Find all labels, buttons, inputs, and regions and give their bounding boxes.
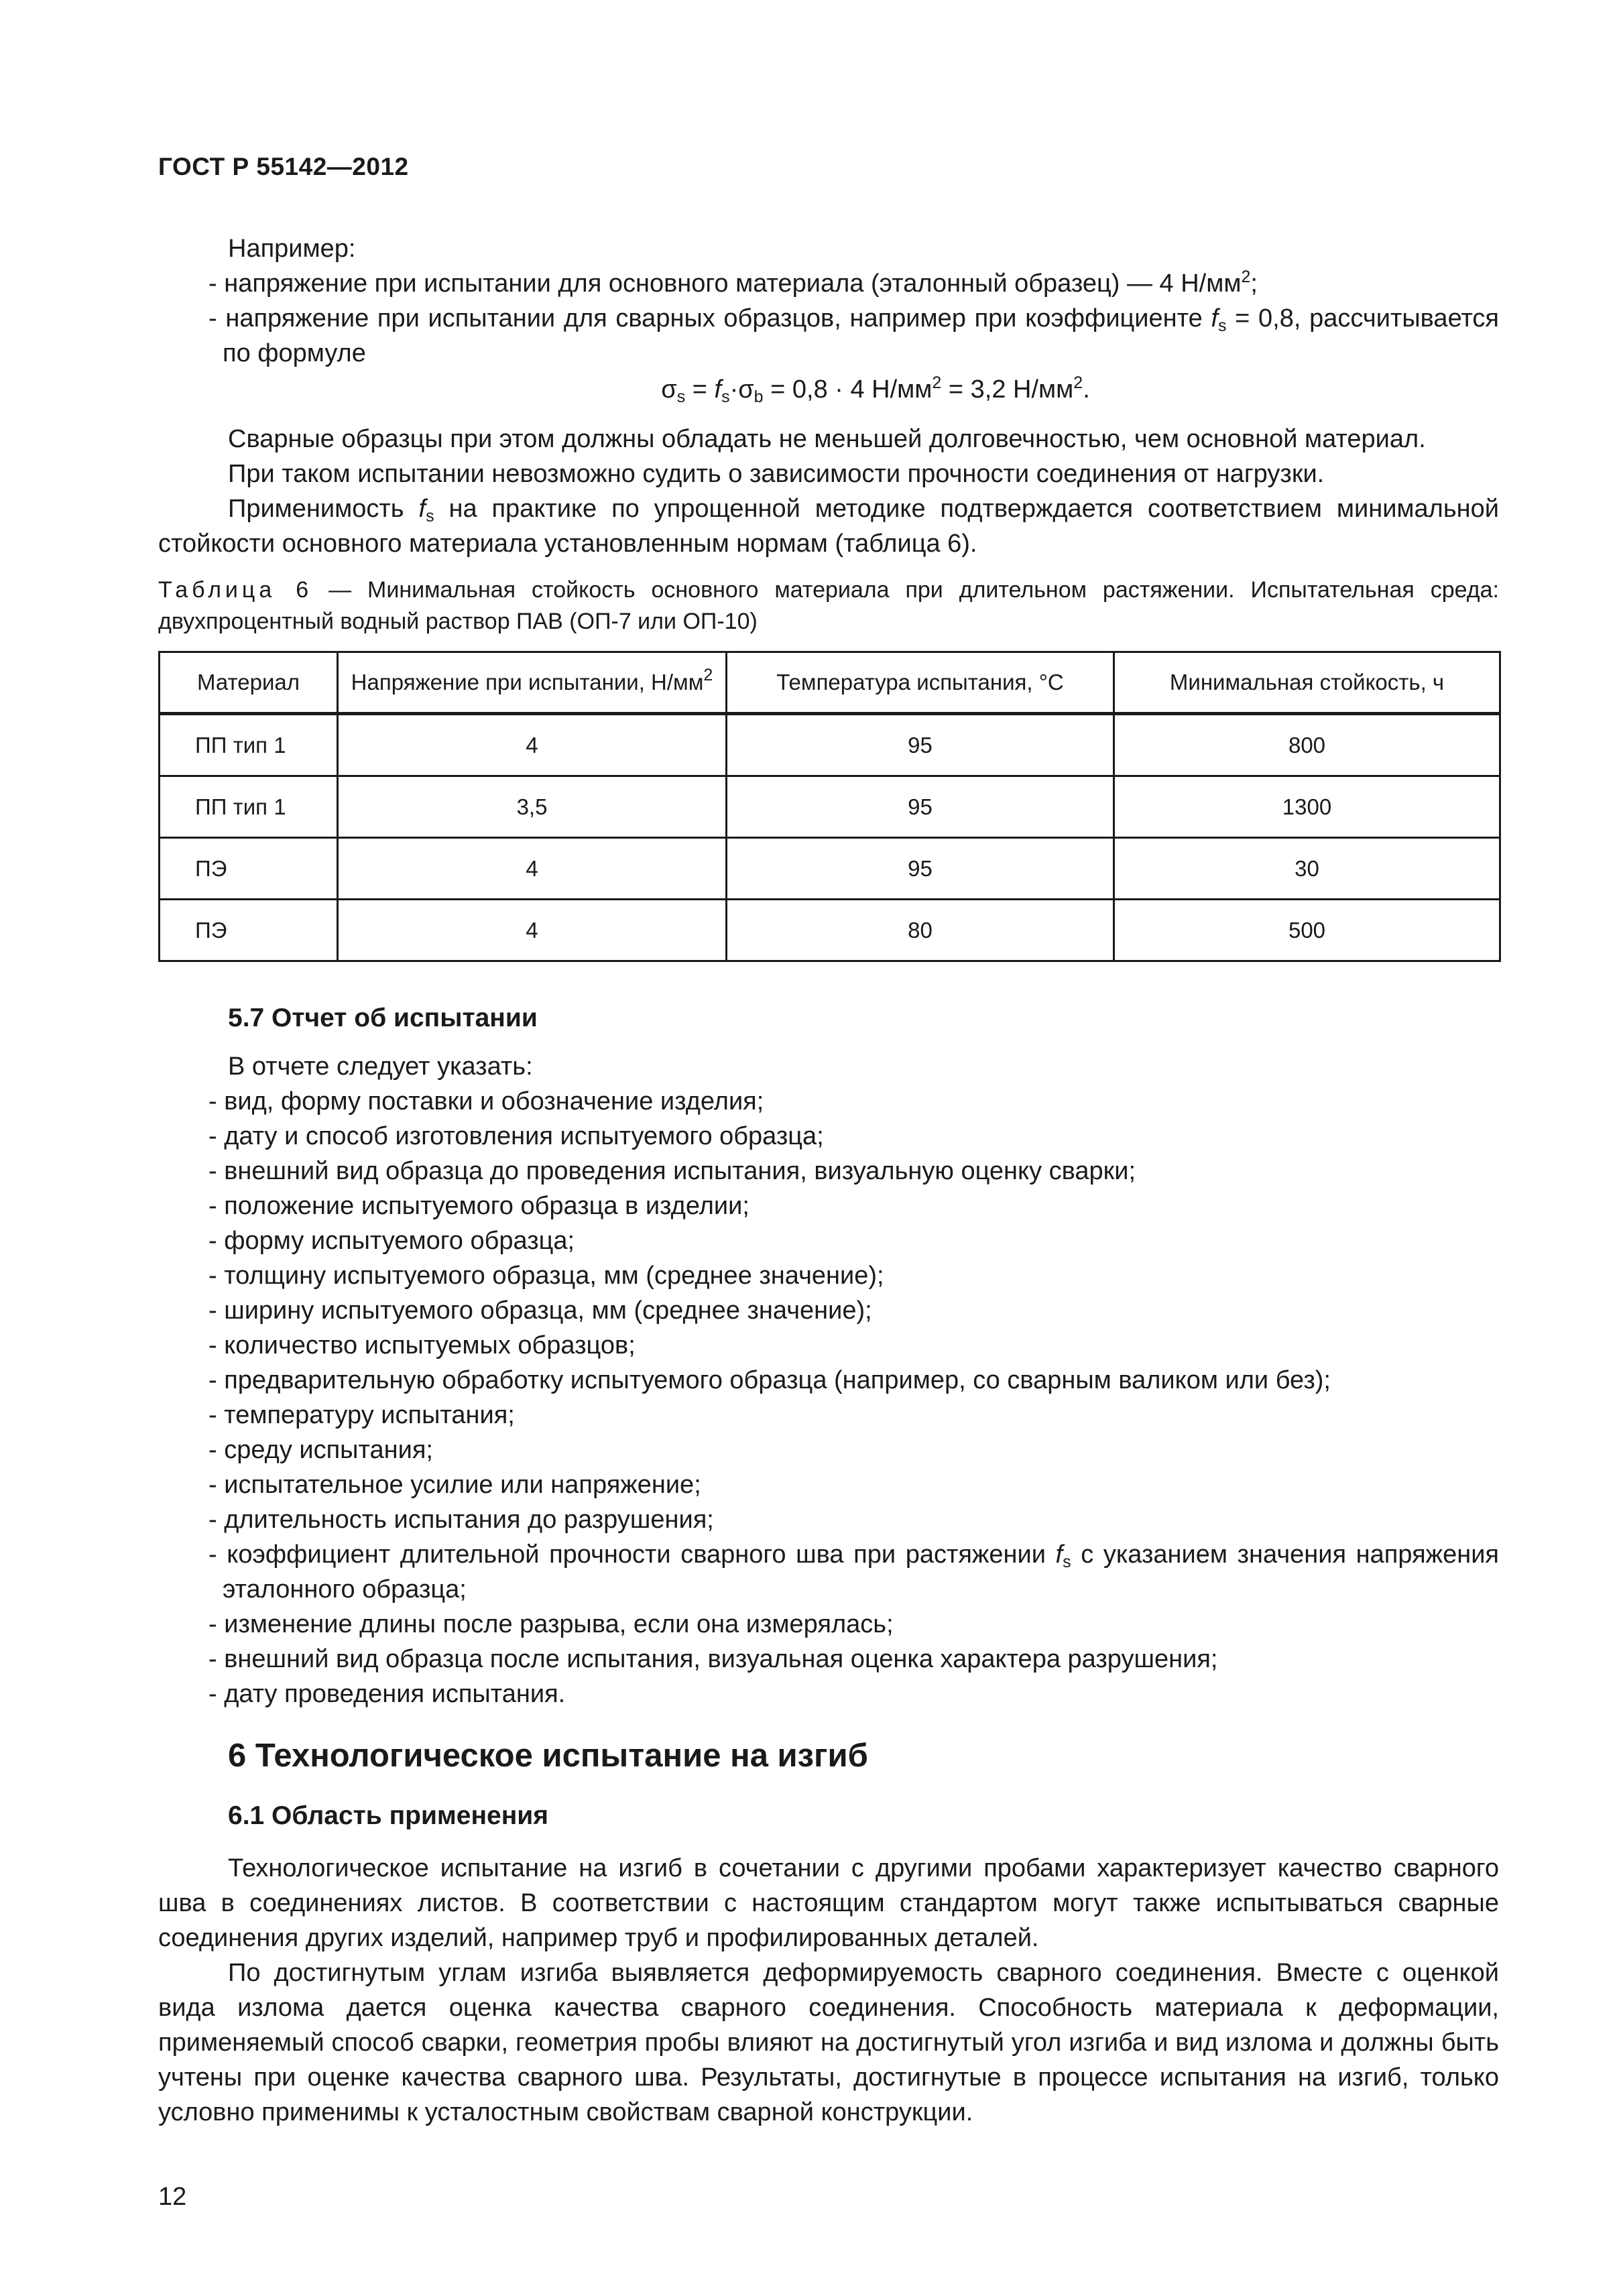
paragraph-3 — [158, 491, 1499, 561]
formula-part: = 3,2 Н/мм — [941, 375, 1074, 404]
list-item: - испытательное усилие или напряжение; — [208, 1471, 701, 1499]
formula — [158, 372, 1499, 407]
table-cell: 95 — [727, 714, 1114, 776]
table-row — [160, 776, 1500, 838]
example-line-1 — [158, 266, 1499, 301]
table-cell: 30 — [1114, 838, 1500, 900]
example-line-2-text-b: = 0,8, рассчитывается по формуле — [223, 304, 1499, 367]
list-item: - длительность испытания до разрушения; — [208, 1506, 714, 1534]
page-content — [158, 231, 1499, 2130]
table-caption-label: Таблица 6 — [158, 577, 313, 603]
table-cell: 95 — [727, 838, 1114, 900]
section-6-1-heading: 6.1 Область применения — [228, 1801, 548, 1830]
table-cell: 3,5 — [338, 776, 727, 838]
list-item: - толщину испытуемого образца, мм (среднее значение); — [208, 1262, 884, 1290]
list-item: - предварительную обработку испытуемого образца (например, со сварным валиком или без); — [208, 1366, 1331, 1394]
coefficient-symbol: f — [714, 375, 722, 404]
list-item: - положение испытуемого образца в изделии; — [208, 1192, 749, 1220]
list-item: - внешний вид образца после испытания, визуальная оценка характера разрушения; — [208, 1645, 1218, 1673]
column-header: Температура испытания, °С — [727, 652, 1114, 714]
paragraph-3-text-b: на практике по упрощенной методике подтверждается соответствием минимальной стойкости основного материала установленным нормам (таблица 6). — [158, 495, 1499, 558]
document-id-header: ГОСТ Р 55142—2012 — [158, 153, 409, 180]
list-item: - ширину испытуемого образца, мм (среднее значение); — [208, 1296, 872, 1325]
subscript: s — [676, 387, 686, 406]
paragraph-2: При таком испытании невозможно судить о зависимости прочности соединения от нагрузки. — [228, 460, 1325, 488]
table-cell: 1300 — [1114, 776, 1500, 838]
table-header-row — [160, 652, 1500, 714]
table-row — [160, 714, 1500, 776]
list-item: - количество испытуемых образцов; — [208, 1331, 636, 1360]
list-item: - внешний вид образца до проведения испытания, визуальную оценку сварки; — [208, 1157, 1136, 1185]
table-6 — [158, 651, 1501, 962]
coefficient-symbol: f — [1055, 1540, 1063, 1569]
section-6-paragraph-1: Технологическое испытание на изгиб в сочетании с другими пробами характеризует качество сварного шва в соединениях листов. В соответствии с настоящим стандартом могут также испытываться сварные соединения других изделий, например труб и профилированных деталей. — [158, 1854, 1499, 1952]
sigma-symbol: σ — [738, 375, 754, 404]
table-cell: 80 — [727, 900, 1114, 961]
subscript: b — [754, 387, 764, 406]
table-cell: 4 — [338, 838, 727, 900]
coefficient-symbol: f — [1211, 304, 1218, 333]
formula-end: . — [1083, 375, 1090, 404]
paragraph-3-text-a: Применимость — [228, 495, 419, 523]
coefficient-symbol: f — [418, 495, 426, 523]
example-line-2 — [158, 301, 1499, 371]
formula-part: = — [685, 375, 715, 404]
subscript: s — [1063, 1553, 1071, 1571]
paragraph-1: Сварные образцы при этом должны обладать не меньшей долговечностью, чем основной материал. — [228, 425, 1426, 453]
report-intro: В отчете следует указать: — [228, 1052, 533, 1081]
column-header: Материал — [160, 652, 338, 714]
table-cell: 4 — [338, 900, 727, 961]
table-cell: 95 — [727, 776, 1114, 838]
page-number: 12 — [158, 2183, 187, 2211]
table-row — [160, 838, 1500, 900]
example-line-1-text: - напряжение при испытании для основного материала (эталонный образец) — 4 Н/мм — [208, 269, 1242, 298]
table-row — [160, 900, 1500, 961]
table-caption-text: — Минимальная стойкость основного материала при длительном растяжении. Испытательная среда: двухпроцентный водный раствор ПАВ (ОП-7 или ОП-10) — [158, 577, 1499, 634]
column-header: Минимальная стойкость, ч — [1114, 652, 1500, 714]
list-item: - вид, форму поставки и обозначение изделия; — [208, 1087, 764, 1115]
column-header-text: Напряжение при испытании, Н/мм — [351, 670, 704, 694]
subscript: s — [426, 507, 434, 526]
list-item: - изменение длины после разрыва, если она измерялась; — [208, 1610, 894, 1638]
superscript: 2 — [703, 666, 713, 684]
multiply-dot: · — [729, 375, 739, 404]
table-cell: 800 — [1114, 714, 1500, 776]
subscript: s — [721, 387, 730, 406]
table-cell: ПЭ — [160, 900, 338, 961]
superscript: 2 — [1073, 373, 1083, 392]
list-item-text-b: с указанием значения напряжения эталонного образца; — [223, 1540, 1499, 1604]
example-line-1-end: ; — [1250, 269, 1258, 298]
section-6-paragraph-2: По достигнутым углам изгиба выявляется деформируемость сварного соединения. Вместе с оценкой вида излома дается оценка качества сварного соединения. Способность материала к деформации, применяемый способ сварки, геометрия пробы влияют на достигнутый угол изгиба и вид излома и должны быть учтены при оценке качества сварного шва. Результаты, достигнутые в процессе испытания на изгиб, только условно применимы к усталостным свойствам сварной конструкции. — [158, 1959, 1499, 2126]
list-item — [158, 1537, 1499, 1607]
list-item: - дату и способ изготовления испытуемого образца; — [208, 1122, 824, 1150]
sigma-symbol: σ — [661, 375, 677, 404]
list-item: - среду испытания; — [208, 1436, 433, 1464]
formula-part: = 0,8 · 4 Н/мм — [763, 375, 933, 404]
section-6-heading: 6 Технологическое испытание на изгиб — [228, 1738, 868, 1774]
list-item-text-a: - коэффициент длительной прочности сварного шва при растяжении — [208, 1540, 1056, 1569]
superscript: 2 — [1241, 267, 1251, 286]
table-cell: 4 — [338, 714, 727, 776]
list-item: - дату проведения испытания. — [208, 1680, 566, 1708]
list-item: - температуру испытания; — [208, 1401, 515, 1429]
example-intro: Например: — [228, 235, 356, 263]
list-item: - форму испытуемого образца; — [208, 1227, 575, 1255]
column-header — [338, 652, 727, 714]
section-5-7-heading: 5.7 Отчет об испытании — [228, 1004, 538, 1032]
table-cell: ПЭ — [160, 838, 338, 900]
table-cell: ПП тип 1 — [160, 714, 338, 776]
table-cell: 500 — [1114, 900, 1500, 961]
example-line-2-text-a: - напряжение при испытании для сварных образцов, например при коэффициенте — [208, 304, 1211, 333]
table-cell: ПП тип 1 — [160, 776, 338, 838]
subscript: s — [1218, 316, 1227, 335]
table-caption — [158, 575, 1499, 638]
superscript: 2 — [932, 373, 942, 392]
